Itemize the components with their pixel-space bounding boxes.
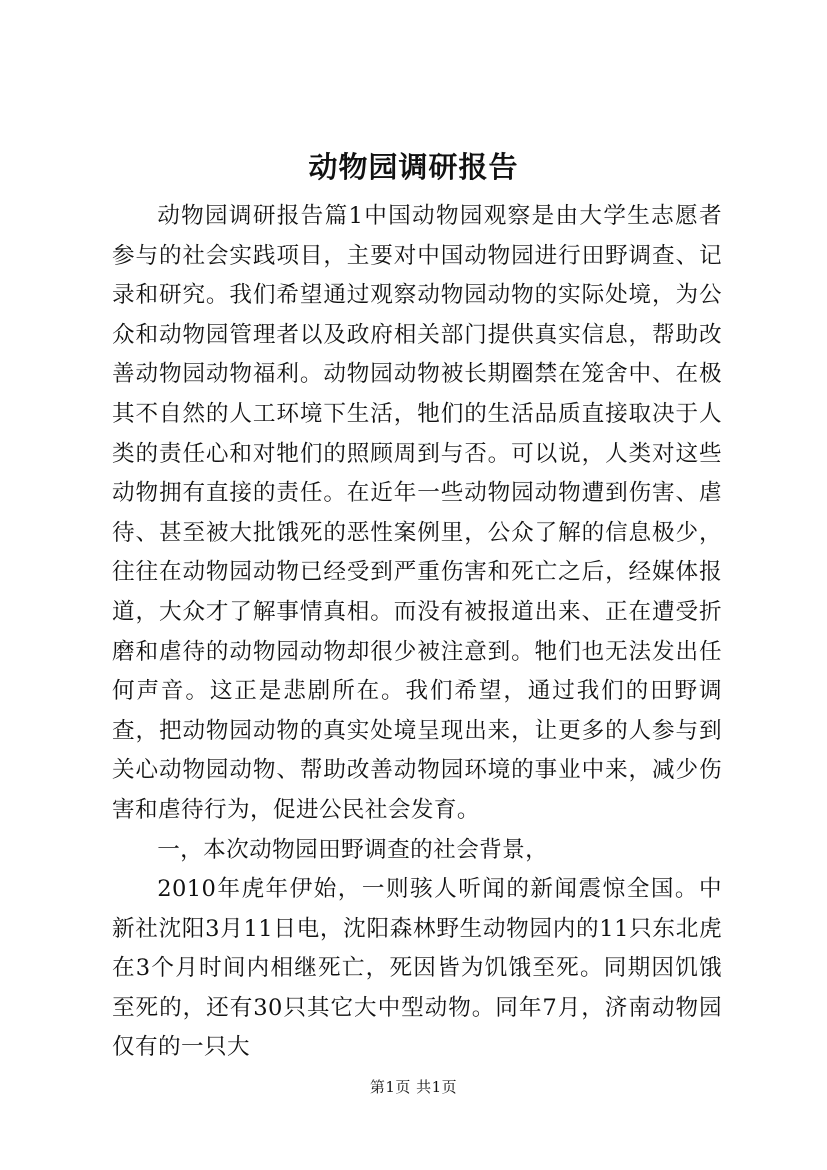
intro-paragraph: 动物园调研报告篇1中国动物园观察是由大学生志愿者参与的社会实践项目，主要对中国动物园进行田野调查、记录和研究。我们希望通过观察动物园动物的实际处境，为公众和动物园管理者以及政府相关部门提供真实信息，帮助改善动物园动物福利。动物园动物被长期圈禁在笼舍中、在极其不自然的人工环境下生活，牠们的生活品质直接取决于人类的责任心和对牠们的照顾周到与否。可以说，人类对这些动物拥有直接的责任。在近年一些动物园动物遭到伤害、虐待、甚至被大批饿死的恶性案例里，公众了解的信息极少，往往在动物园动物已经受到严重伤害和死亡之后，经媒体报道，大众才了解事情真相。而没有被报道出来、正在遭受折磨和虐待的动物园动物却很少被注意到。牠们也无法发出任何声音。这正是悲剧所在。我们希望，通过我们的田野调查，把动物园动物的真实处境呈现出来，让更多的人参与到关心动物园动物、帮助改善动物园环境的事业中来，减少伤害和虐待行为，促进公民社会发育。 (112, 203, 722, 823)
section-heading-paragraph: 一，本次动物园田野调查的社会背景， (157, 836, 549, 863)
page-title: 动物园调研报告 (308, 150, 519, 184)
document-body (112, 197, 722, 1068)
page-footer: 第1页 共1页 (369, 1078, 458, 1096)
background-paragraph: 2010年虎年伊始，一则骇人听闻的新闻震惊全国。中新社沈阳3月11日电，沈阳森林野生动物园内的11只东北虎在3个月时间内相继死亡，死因皆为饥饿至死。同期因饥饿至死的，还有30只其它大中型动物。同年7月，济南动物园仅有的一只大 (112, 876, 722, 1061)
